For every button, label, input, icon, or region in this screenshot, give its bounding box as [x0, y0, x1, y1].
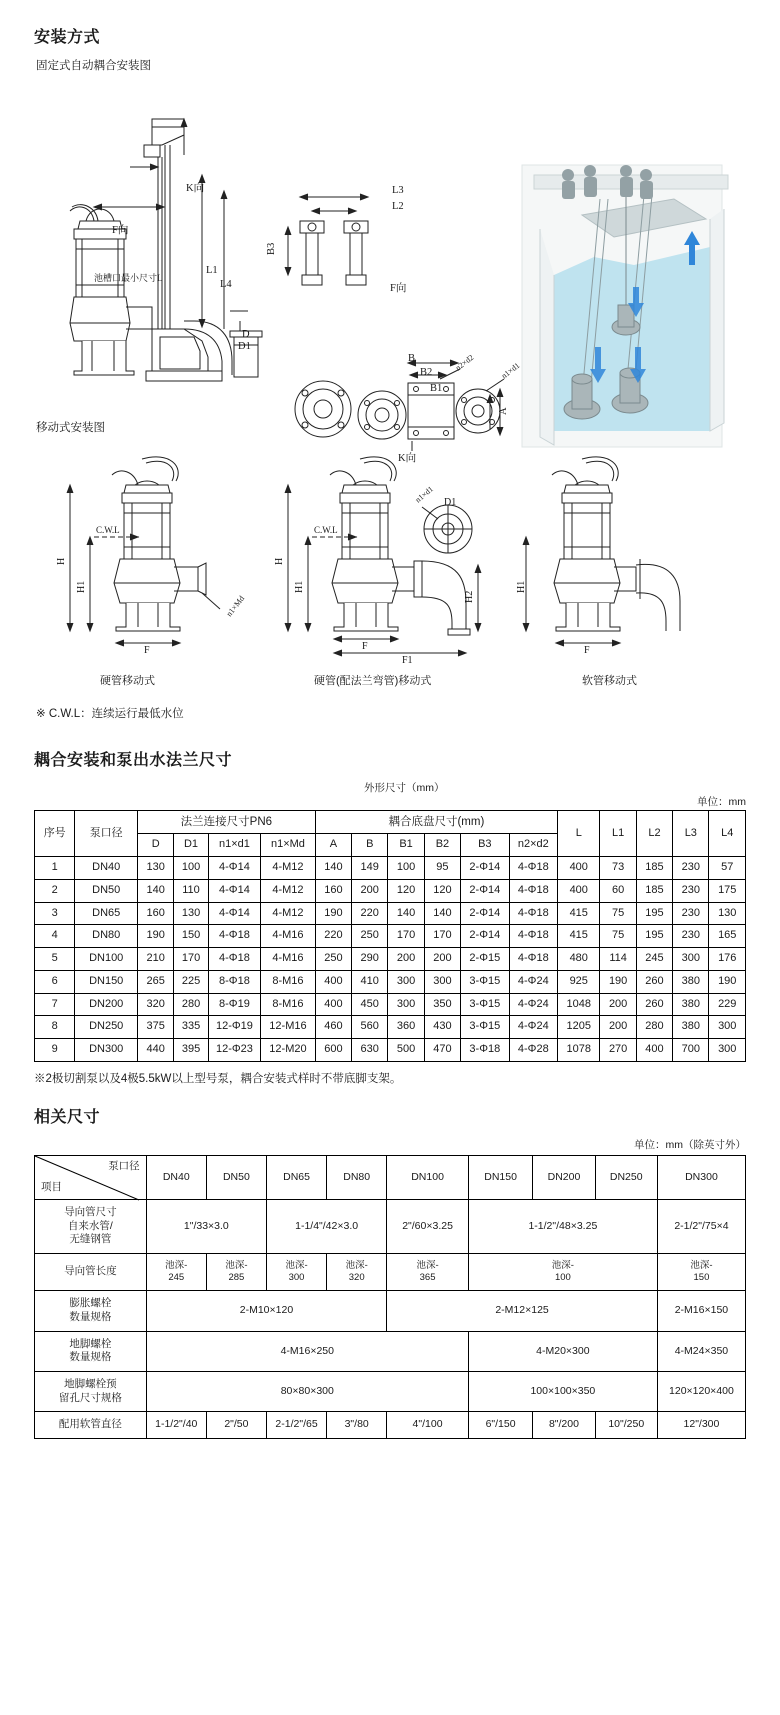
table-row — [35, 857, 746, 880]
section-title-relevant-dims: 相关尺寸 — [34, 1108, 101, 1126]
table1-cell-r7-c6: 8-M16 — [261, 993, 316, 1016]
th-L1: L1 — [600, 811, 636, 857]
th-B3: B3 — [461, 834, 509, 857]
label-b2: B2 — [420, 367, 433, 378]
table1-cell-r5-c6: 4-M16 — [261, 948, 316, 971]
table1-cell-r5-c9: 200 — [388, 948, 424, 971]
th-col-dn100: DN100 — [387, 1155, 469, 1199]
table1-cell-r9-c15: 400 — [636, 1039, 672, 1062]
table1-body — [35, 857, 746, 1062]
diagram-portable-installation — [34, 441, 746, 691]
label-b1: B1 — [430, 383, 443, 394]
table1-cell-r6-c17: 190 — [709, 970, 746, 993]
label-n2-d2: n2×d2 — [453, 352, 476, 373]
table1-cell-r4-c6: 4-M16 — [261, 925, 316, 948]
table1-cell-r2-c2: DN50 — [75, 879, 138, 902]
table1-cell-r6-c11: 3-Φ15 — [461, 970, 509, 993]
table2-cell-r6-c4: 3"/80 — [327, 1412, 387, 1439]
table1-cell-r2-c14: 60 — [600, 879, 636, 902]
table1-cell-r1-c4: 100 — [174, 857, 208, 880]
table2-cell-r1-c1: 1"/33×3.0 — [146, 1199, 266, 1253]
table1-cell-r3-c12: 4-Φ18 — [509, 902, 557, 925]
label-cwl-b: C.W.L — [314, 525, 338, 535]
table1-cell-r6-c2: DN150 — [75, 970, 138, 993]
table-row — [35, 1199, 746, 1253]
table1-cell-r7-c11: 3-Φ15 — [461, 993, 509, 1016]
table1-cell-r5-c14: 114 — [600, 948, 636, 971]
label-f-direction: F向 — [112, 225, 129, 236]
table1-cell-r8-c4: 335 — [174, 1016, 208, 1039]
table-row — [35, 1016, 746, 1039]
table1-cell-r8-c17: 300 — [709, 1016, 746, 1039]
table1-cell-r9-c11: 3-Φ18 — [461, 1039, 509, 1062]
table1-cell-r7-c16: 380 — [673, 993, 709, 1016]
table1-cell-r9-c5: 12-Φ23 — [208, 1039, 261, 1062]
label-k-direction-top: K向 — [186, 183, 205, 194]
table-row — [35, 1039, 746, 1062]
table1-cell-r9-c9: 500 — [388, 1039, 424, 1062]
th-L4: L4 — [709, 811, 746, 857]
table1-cell-r3-c5: 4-Φ14 — [208, 902, 261, 925]
label-h1-a: H1 — [76, 580, 87, 593]
th-B2: B2 — [424, 834, 460, 857]
label-b: B — [408, 353, 416, 364]
table2-cell-r6-c9: 12"/300 — [657, 1412, 745, 1439]
caption-hard-pipe-flange-elbow-portable: 硬管(配法兰弯管)移动式 — [314, 675, 432, 687]
th-col-dn80: DN80 — [327, 1155, 387, 1199]
table1-outline-dim-label: 外形尺寸（mm） — [363, 782, 445, 794]
table1-cell-r7-c17: 229 — [709, 993, 746, 1016]
th-n1Md: n1×Md — [261, 834, 316, 857]
table2-cell-r6-c3: 2-1/2"/65 — [266, 1412, 326, 1439]
table1-cell-r3-c3: 160 — [138, 902, 174, 925]
table1-cell-r3-c8: 220 — [352, 902, 388, 925]
table2-cell-r3-c1: 2-M10×120 — [146, 1291, 387, 1331]
table-row — [35, 993, 746, 1016]
table1-cell-r1-c16: 230 — [673, 857, 709, 880]
table2-cell-r1-c4: 1-1/2"/48×3.25 — [468, 1199, 657, 1253]
table1-cell-r5-c12: 4-Φ18 — [509, 948, 557, 971]
th-col-dn250: DN250 — [595, 1155, 657, 1199]
table1-cell-r1-c15: 185 — [636, 857, 672, 880]
table-row — [35, 948, 746, 971]
table2-corner-header — [35, 1155, 147, 1199]
table1-cell-r4-c4: 150 — [174, 925, 208, 948]
corner-label-item: 项目 — [41, 1181, 62, 1194]
table-row — [35, 1291, 746, 1331]
table1-cell-r9-c1: 9 — [35, 1039, 75, 1062]
th-D: D — [138, 834, 174, 857]
table2-cell-r1-c2: 1-1/4"/42×3.0 — [266, 1199, 386, 1253]
table1-cell-r5-c2: DN100 — [75, 948, 138, 971]
table2-cell-r6-c6: 6"/150 — [468, 1412, 532, 1439]
table1-cell-r5-c16: 300 — [673, 948, 709, 971]
table1-cell-r8-c9: 360 — [388, 1016, 424, 1039]
label-d1-b: D1 — [444, 497, 457, 508]
label-f1-b: F1 — [402, 655, 413, 666]
caption-hose-portable: 软管移动式 — [582, 675, 637, 687]
label-l2: L2 — [392, 201, 404, 212]
table1-cell-r6-c1: 6 — [35, 970, 75, 993]
th-pump-bore: 泵口径 — [75, 811, 138, 857]
note-cwl: ※ C.W.L：连续运行最低水位 — [36, 708, 184, 720]
table1-cell-r4-c1: 4 — [35, 925, 75, 948]
table1-cell-r3-c2: DN65 — [75, 902, 138, 925]
table1-cell-r3-c7: 190 — [315, 902, 351, 925]
table1-cell-r8-c15: 280 — [636, 1016, 672, 1039]
table1-cell-r8-c7: 460 — [315, 1016, 351, 1039]
table2-cell-r2-c3: 池深- 300 — [266, 1253, 326, 1291]
label-l3: L3 — [392, 185, 404, 196]
table1-unit-label: 单位：mm — [697, 796, 746, 808]
table-row — [35, 1412, 746, 1439]
table1-cell-r6-c5: 8-Φ18 — [208, 970, 261, 993]
label-l4: L4 — [220, 279, 232, 290]
table-row — [35, 1372, 746, 1412]
table1-cell-r3-c1: 3 — [35, 902, 75, 925]
table2-cell-r2-c6: 池深- 100 — [468, 1253, 657, 1291]
table1-cell-r7-c4: 280 — [174, 993, 208, 1016]
table1-cell-r5-c8: 290 — [352, 948, 388, 971]
table1-cell-r3-c4: 130 — [174, 902, 208, 925]
label-f-b: F — [362, 641, 368, 652]
label-l1: L1 — [206, 265, 218, 276]
table1-cell-r1-c2: DN40 — [75, 857, 138, 880]
table1-cell-r6-c3: 265 — [138, 970, 174, 993]
table1-cell-r2-c4: 110 — [174, 879, 208, 902]
table-relevant-dimensions — [34, 1155, 746, 1439]
table1-cell-r7-c13: 1048 — [558, 993, 600, 1016]
table2-cell-r4-c2: 4-M20×300 — [468, 1331, 657, 1371]
table1-cell-r8-c16: 380 — [673, 1016, 709, 1039]
table1-cell-r6-c13: 925 — [558, 970, 600, 993]
table1-cell-r6-c16: 380 — [673, 970, 709, 993]
table1-cell-r5-c17: 176 — [709, 948, 746, 971]
table1-cell-r3-c10: 140 — [424, 902, 460, 925]
table1-cell-r4-c9: 170 — [388, 925, 424, 948]
table1-cell-r8-c5: 12-Φ19 — [208, 1016, 261, 1039]
table1-cell-r2-c12: 4-Φ18 — [509, 879, 557, 902]
table1-cell-r1-c17: 57 — [709, 857, 746, 880]
label-n1-d1-b: n1×d1 — [413, 484, 436, 505]
table1-cell-r7-c10: 350 — [424, 993, 460, 1016]
table1-cell-r4-c16: 230 — [673, 925, 709, 948]
table1-cell-r6-c14: 190 — [600, 970, 636, 993]
table2-cell-r6-c5: 4"/100 — [387, 1412, 469, 1439]
table1-cell-r4-c11: 2-Φ14 — [461, 925, 509, 948]
table1-cell-r1-c11: 2-Φ14 — [461, 857, 509, 880]
table1-cell-r6-c10: 300 — [424, 970, 460, 993]
section-title-installation: 安装方式 — [34, 29, 101, 46]
table-row — [35, 1253, 746, 1291]
table2-cell-r5-c3: 120×120×400 — [657, 1372, 745, 1412]
table2-cell-r6-c7: 8"/200 — [533, 1412, 595, 1439]
table1-cell-r7-c14: 200 — [600, 993, 636, 1016]
label-h-a: H — [56, 557, 67, 565]
th-col-dn50: DN50 — [206, 1155, 266, 1199]
table-row — [35, 925, 746, 948]
table1-cell-r1-c6: 4-M12 — [261, 857, 316, 880]
table1-cell-r8-c13: 1205 — [558, 1016, 600, 1039]
corner-label-pump-bore: 泵口径 — [108, 1159, 140, 1172]
table1-cell-r6-c7: 400 — [315, 970, 351, 993]
table1-cell-r5-c10: 200 — [424, 948, 460, 971]
label-h1-c: H1 — [516, 580, 527, 593]
caption-hard-pipe-portable: 硬管移动式 — [100, 675, 155, 687]
th-A: A — [315, 834, 351, 857]
table1-cell-r4-c12: 4-Φ18 — [509, 925, 557, 948]
th-group-flange: 法兰连接尺寸PN6 — [138, 811, 316, 834]
section-title-coupling-flange-dims: 耦合安装和泵出水法兰尺寸 — [34, 752, 233, 769]
th-n2d2: n2×d2 — [509, 834, 557, 857]
th-col-dn40: DN40 — [146, 1155, 206, 1199]
table1-cell-r7-c3: 320 — [138, 993, 174, 1016]
th-L: L — [558, 811, 600, 857]
table1-cell-r8-c10: 430 — [424, 1016, 460, 1039]
table2-cell-r6-c8: 10"/250 — [595, 1412, 657, 1439]
table2-cell-r2-c1: 池深- 245 — [146, 1253, 206, 1291]
table1-cell-r2-c10: 120 — [424, 879, 460, 902]
table1-cell-r2-c17: 175 — [709, 879, 746, 902]
table1-cell-r4-c5: 4-Φ18 — [208, 925, 261, 948]
table1-cell-r2-c3: 140 — [138, 879, 174, 902]
th-col-dn300: DN300 — [657, 1155, 745, 1199]
table1-cell-r3-c14: 75 — [600, 902, 636, 925]
table1-cell-r1-c9: 100 — [388, 857, 424, 880]
table1-cell-r9-c14: 270 — [600, 1039, 636, 1062]
table2-cell-r1-c3: 2"/60×3.25 — [387, 1199, 469, 1253]
table1-cell-r8-c2: DN250 — [75, 1016, 138, 1039]
table2-row-label-1: 导向管尺寸 自来水管/ 无缝钢管 — [35, 1199, 147, 1253]
table1-cell-r9-c8: 630 — [352, 1039, 388, 1062]
table1-cell-r4-c14: 75 — [600, 925, 636, 948]
table2-cell-r2-c5: 池深- 365 — [387, 1253, 469, 1291]
table2-row-label-4: 地脚螺栓 数量规格 — [35, 1331, 147, 1371]
table1-cell-r4-c7: 220 — [315, 925, 351, 948]
table1-cell-r3-c13: 415 — [558, 902, 600, 925]
table1-cell-r1-c10: 95 — [424, 857, 460, 880]
table2-cell-r6-c1: 1-1/2"/40 — [146, 1412, 206, 1439]
table1-cell-r1-c1: 1 — [35, 857, 75, 880]
table1-cell-r2-c11: 2-Φ14 — [461, 879, 509, 902]
table1-cell-r6-c6: 8-M16 — [261, 970, 316, 993]
table1-cell-r6-c4: 225 — [174, 970, 208, 993]
table1-cell-r7-c9: 300 — [388, 993, 424, 1016]
table1-cell-r2-c6: 4-M12 — [261, 879, 316, 902]
table1-cell-r6-c8: 410 — [352, 970, 388, 993]
table1-cell-r6-c9: 300 — [388, 970, 424, 993]
th-L3: L3 — [673, 811, 709, 857]
caption-fixed-coupling: 固定式自动耦合安装图 — [36, 60, 151, 72]
table1-cell-r1-c5: 4-Φ14 — [208, 857, 261, 880]
table1-cell-r8-c12: 4-Φ24 — [509, 1016, 557, 1039]
table2-row-label-6: 配用软管直径 — [35, 1412, 147, 1439]
label-h-b: H — [274, 557, 285, 565]
table-row — [35, 970, 746, 993]
table1-cell-r9-c6: 12-M20 — [261, 1039, 316, 1062]
table1-cell-r5-c5: 4-Φ18 — [208, 948, 261, 971]
table1-cell-r1-c14: 73 — [600, 857, 636, 880]
th-n1d1: n1×d1 — [208, 834, 261, 857]
label-d: D — [242, 329, 250, 340]
table1-cell-r6-c15: 260 — [636, 970, 672, 993]
table-row — [35, 879, 746, 902]
table2-cell-r5-c1: 80×80×300 — [146, 1372, 468, 1412]
table1-cell-r9-c3: 440 — [138, 1039, 174, 1062]
table1-cell-r2-c7: 160 — [315, 879, 351, 902]
table-row — [35, 1331, 746, 1371]
table-coupling-flange-dimensions — [34, 810, 746, 1062]
table1-cell-r3-c16: 230 — [673, 902, 709, 925]
table1-cell-r8-c3: 375 — [138, 1016, 174, 1039]
th-col-dn200: DN200 — [533, 1155, 595, 1199]
caption-portable-installation: 移动式安装图 — [36, 422, 105, 434]
table1-cell-r9-c12: 4-Φ28 — [509, 1039, 557, 1062]
table1-cell-r2-c16: 230 — [673, 879, 709, 902]
table1-cell-r2-c1: 2 — [35, 879, 75, 902]
label-d1: D1 — [238, 341, 251, 352]
table1-cell-r1-c12: 4-Φ18 — [509, 857, 557, 880]
table1-cell-r7-c5: 8-Φ19 — [208, 993, 261, 1016]
label-cwl-a: C.W.L — [96, 525, 120, 535]
table1-cell-r3-c17: 130 — [709, 902, 746, 925]
table1-cell-r4-c3: 190 — [138, 925, 174, 948]
label-n1-d1: n1×d1 — [499, 360, 522, 381]
table1-cell-r4-c17: 165 — [709, 925, 746, 948]
table2-cell-r3-c2: 2-M12×125 — [387, 1291, 658, 1331]
table1-cell-r8-c1: 8 — [35, 1016, 75, 1039]
table1-cell-r9-c7: 600 — [315, 1039, 351, 1062]
label-f-c: F — [584, 645, 590, 656]
table2-cell-r2-c4: 池深- 320 — [327, 1253, 387, 1291]
table1-cell-r6-c12: 4-Φ24 — [509, 970, 557, 993]
th-col-dn65: DN65 — [266, 1155, 326, 1199]
th-index: 序号 — [35, 811, 75, 857]
label-f-direction-2: F向 — [390, 283, 407, 294]
table1-cell-r3-c11: 2-Φ14 — [461, 902, 509, 925]
th-L2: L2 — [636, 811, 672, 857]
table1-cell-r8-c11: 3-Φ15 — [461, 1016, 509, 1039]
table1-cell-r8-c6: 12-M16 — [261, 1016, 316, 1039]
table1-cell-r9-c16: 700 — [673, 1039, 709, 1062]
table2-row-label-2: 导向管长度 — [35, 1253, 147, 1291]
table2-cell-r2-c7: 池深- 150 — [657, 1253, 745, 1291]
table1-cell-r7-c7: 400 — [315, 993, 351, 1016]
table1-cell-r2-c5: 4-Φ14 — [208, 879, 261, 902]
table2-cell-r4-c3: 4-M24×350 — [657, 1331, 745, 1371]
table1-cell-r7-c15: 260 — [636, 993, 672, 1016]
table1-cell-r7-c8: 450 — [352, 993, 388, 1016]
table1-cell-r1-c7: 140 — [315, 857, 351, 880]
table2-cell-r1-c5: 2-1/2"/75×4 — [657, 1199, 745, 1253]
table1-cell-r5-c13: 480 — [558, 948, 600, 971]
table1-cell-r4-c8: 250 — [352, 925, 388, 948]
table1-cell-r5-c4: 170 — [174, 948, 208, 971]
table1-cell-r1-c8: 149 — [352, 857, 388, 880]
table2-cell-r2-c2: 池深- 285 — [206, 1253, 266, 1291]
th-col-dn150: DN150 — [468, 1155, 532, 1199]
label-b3: B3 — [266, 242, 277, 255]
table1-cell-r9-c10: 470 — [424, 1039, 460, 1062]
table2-cell-r5-c2: 100×100×350 — [468, 1372, 657, 1412]
table1-cell-r7-c2: DN200 — [75, 993, 138, 1016]
table1-cell-r9-c4: 395 — [174, 1039, 208, 1062]
label-k-direction-bottom: K向 — [398, 453, 417, 464]
table1-cell-r9-c17: 300 — [709, 1039, 746, 1062]
table1-cell-r9-c13: 1078 — [558, 1039, 600, 1062]
th-group-base: 耦合底盘尺寸(mm) — [315, 811, 557, 834]
table2-unit-label: 单位：mm（除英寸外） — [634, 1138, 746, 1151]
table1-cell-r4-c13: 415 — [558, 925, 600, 948]
table1-cell-r1-c13: 400 — [558, 857, 600, 880]
table1-cell-r5-c1: 5 — [35, 948, 75, 971]
table1-cell-r4-c2: DN80 — [75, 925, 138, 948]
label-h2-b: H2 — [464, 590, 475, 603]
table1-cell-r5-c3: 210 — [138, 948, 174, 971]
table1-footnote: ※2极切割泵以及4极5.5kW以上型号泵，耦合安装式样时不带底脚支架。 — [34, 1072, 402, 1085]
table1-cell-r7-c1: 7 — [35, 993, 75, 1016]
table1-cell-r9-c2: DN300 — [75, 1039, 138, 1062]
table1-cell-r3-c9: 140 — [388, 902, 424, 925]
table1-cell-r4-c15: 195 — [636, 925, 672, 948]
table2-cell-r4-c1: 4-M16×250 — [146, 1331, 468, 1371]
th-D1: D1 — [174, 834, 208, 857]
label-a: A — [498, 407, 509, 415]
label-pit-min: 池槽口最小尺寸L — [94, 273, 163, 283]
table-row — [35, 902, 746, 925]
table1-cell-r2-c9: 120 — [388, 879, 424, 902]
table2-cell-r3-c3: 2-M16×150 — [657, 1291, 745, 1331]
table1-cell-r7-c12: 4-Φ24 — [509, 993, 557, 1016]
table1-cell-r5-c15: 245 — [636, 948, 672, 971]
th-B1: B1 — [388, 834, 424, 857]
table1-cell-r3-c6: 4-M12 — [261, 902, 316, 925]
label-n1-md-a: n1×Md — [224, 594, 247, 619]
table1-cell-r2-c13: 400 — [558, 879, 600, 902]
table2-row-label-5: 地脚螺栓预 留孔尺寸规格 — [35, 1372, 147, 1412]
table2-body — [35, 1199, 746, 1438]
table1-header-notes — [34, 780, 746, 794]
table1-cell-r3-c15: 195 — [636, 902, 672, 925]
table2-cell-r6-c2: 2"/50 — [206, 1412, 266, 1439]
table2-row-label-3: 膨胀螺栓 数量规格 — [35, 1291, 147, 1331]
label-f-a: F — [144, 645, 150, 656]
table1-cell-r8-c8: 560 — [352, 1016, 388, 1039]
th-B: B — [352, 834, 388, 857]
table1-cell-r1-c3: 130 — [138, 857, 174, 880]
table1-unit-row — [34, 794, 746, 810]
table1-cell-r5-c7: 250 — [315, 948, 351, 971]
label-h1-b: H1 — [294, 580, 305, 593]
table1-cell-r2-c8: 200 — [352, 879, 388, 902]
table1-cell-r8-c14: 200 — [600, 1016, 636, 1039]
table1-cell-r5-c11: 2-Φ15 — [461, 948, 509, 971]
table1-cell-r2-c15: 185 — [636, 879, 672, 902]
diagram-portable-svg — [34, 441, 746, 691]
table1-cell-r4-c10: 170 — [424, 925, 460, 948]
